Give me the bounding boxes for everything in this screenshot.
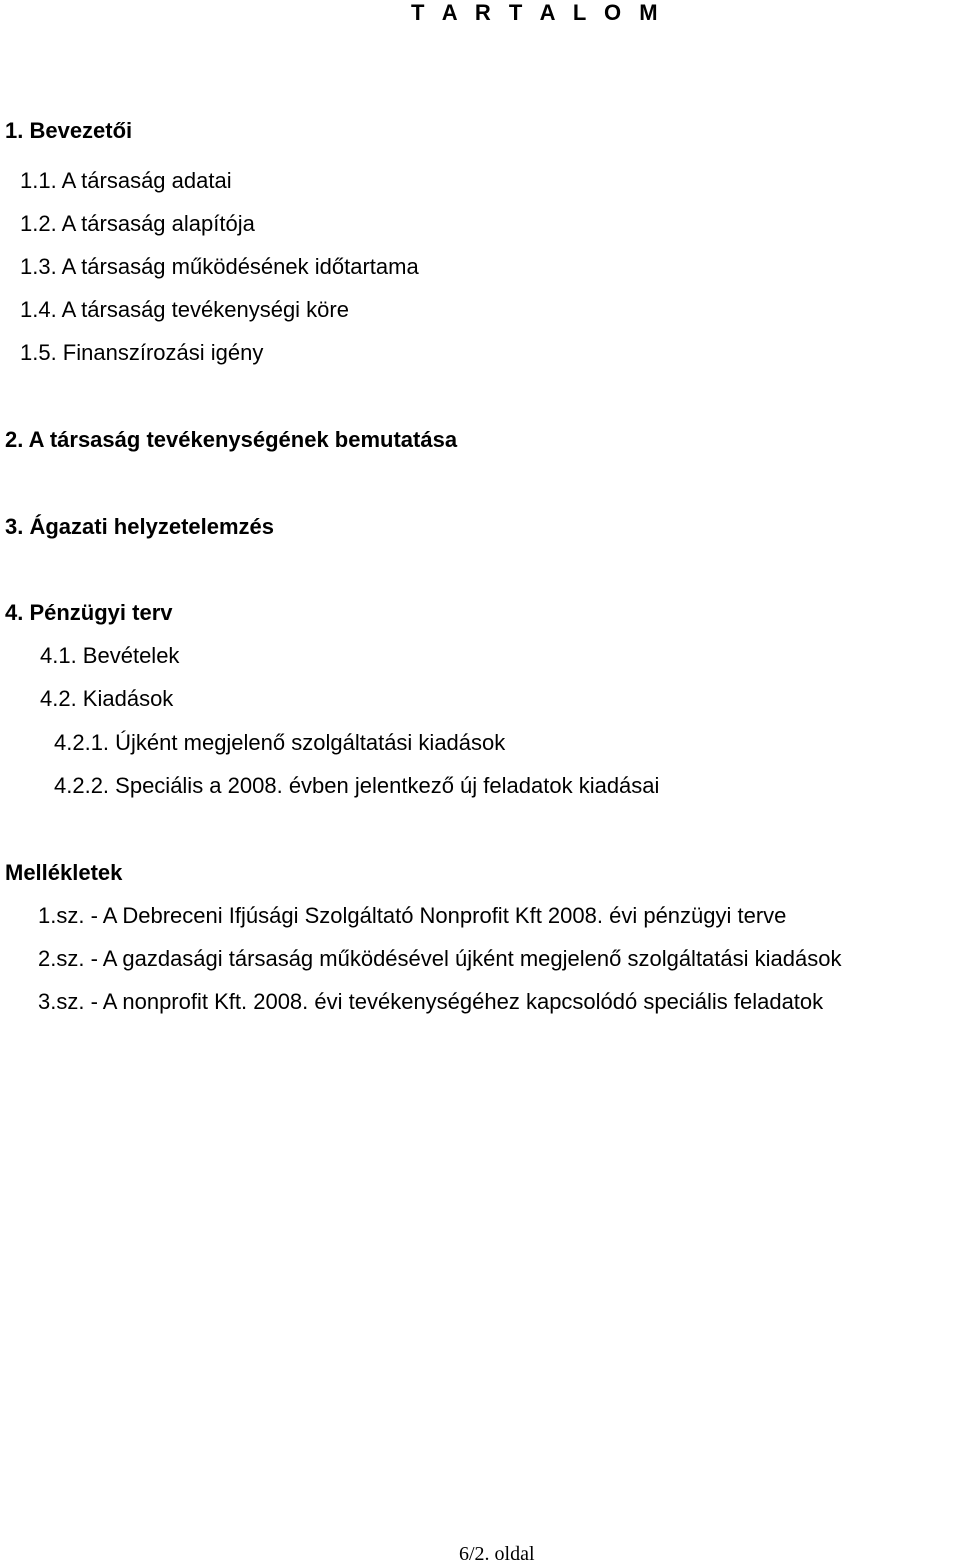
- toc-item-4-2: 4.2. Kiadások: [40, 686, 174, 711]
- toc-item-1-2: 1.2. A társaság alapítója: [20, 211, 255, 236]
- toc-item-1-1: 1.1. A társaság adatai: [20, 168, 232, 193]
- toc-section-3: 3. Ágazati helyzetelemzés: [5, 514, 275, 539]
- toc-section-2: 2. A társaság tevékenységének bemutatása: [5, 427, 458, 452]
- toc-item-4-2-1: 4.2.1. Újként megjelenő szolgáltatási kiadások: [54, 730, 506, 755]
- toc-item-1-5: 1.5. Finanszírozási igény: [20, 340, 264, 365]
- toc-item-4-2-2: 4.2.2. Speciális a 2008. évben jelentkező új feladatok kiadásai: [54, 773, 660, 798]
- toc-item-1-4: 1.4. A társaság tevékenységi köre: [20, 297, 349, 322]
- page-title: T A R T A L O M: [411, 0, 664, 25]
- page-number: 6/2. oldal: [459, 1543, 535, 1565]
- appendix-item-2: 2.sz. - A gazdasági társaság működésével újként megjelenő szolgáltatási kiadások: [38, 946, 842, 971]
- toc-item-4-1: 4.1. Bevételek: [40, 643, 180, 668]
- toc-section-4: 4. Pénzügyi terv: [5, 600, 173, 625]
- appendix-heading: Mellékletek: [5, 860, 123, 885]
- toc-item-1-3: 1.3. A társaság működésének időtartama: [20, 254, 419, 279]
- appendix-item-1: 1.sz. - A Debreceni Ifjúsági Szolgáltató Nonprofit Kft 2008. évi pénzügyi terve: [38, 903, 787, 928]
- toc-section-1: 1. Bevezetői: [5, 118, 133, 143]
- appendix-item-3: 3.sz. - A nonprofit Kft. 2008. évi tevékenységéhez kapcsolódó speciális feladatok: [38, 989, 824, 1014]
